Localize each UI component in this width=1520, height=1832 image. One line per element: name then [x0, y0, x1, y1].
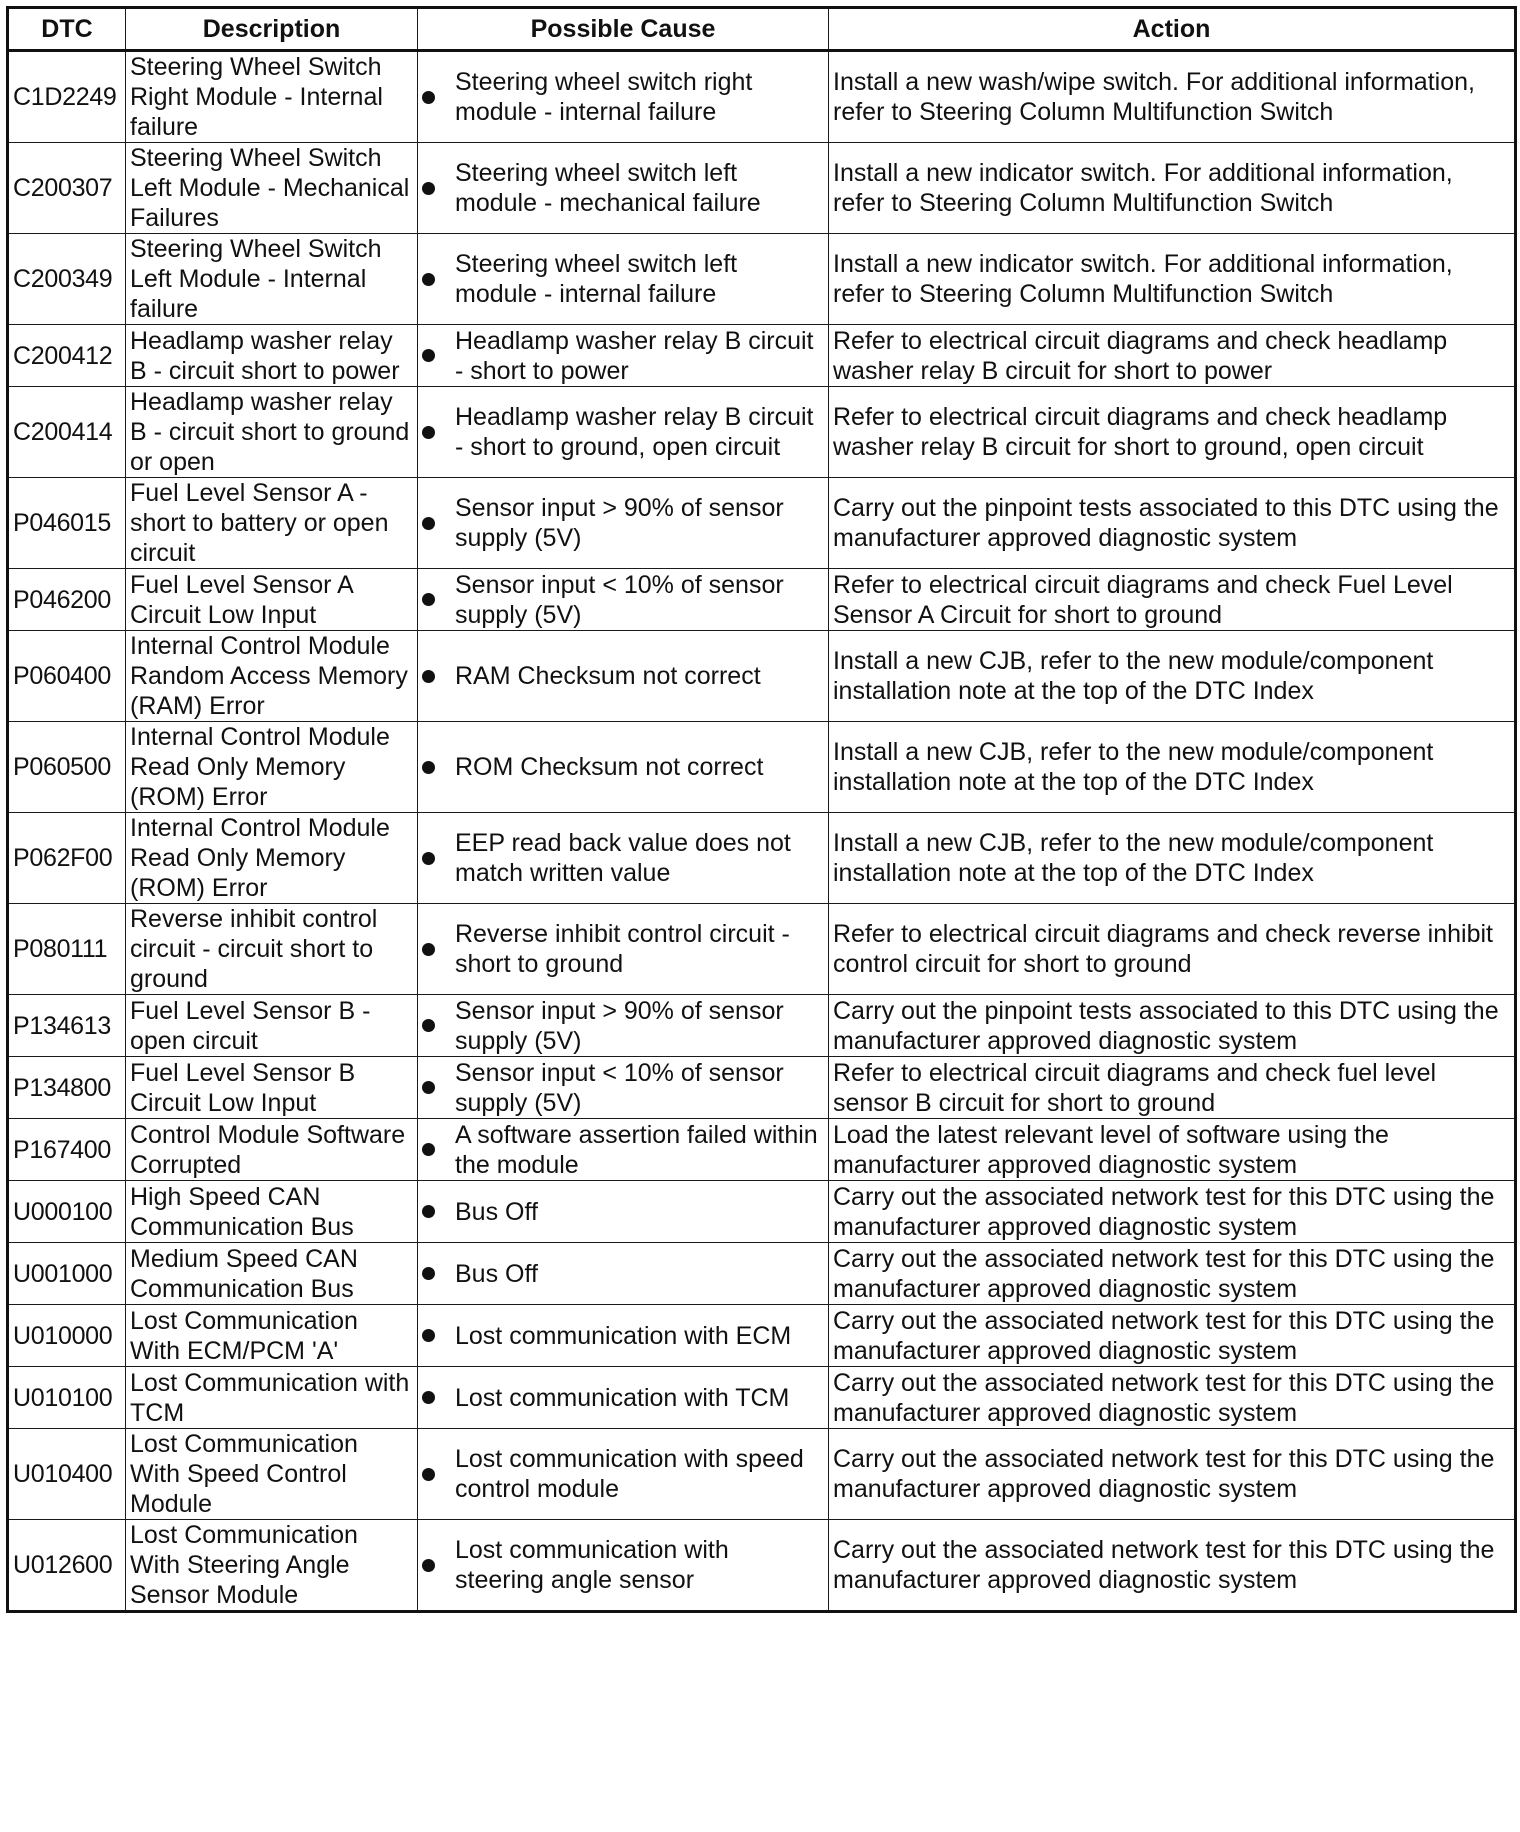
possible-cause-cell	[418, 631, 829, 722]
possible-cause-cell	[418, 1243, 829, 1305]
possible-cause: Lost communication with steering angle sensor	[455, 1536, 729, 1594]
dtc-description: Lost Communication With Steering Angle Sensor Module	[126, 1520, 418, 1612]
bullet-icon	[422, 426, 435, 439]
table-row	[8, 1243, 1516, 1305]
bullet-icon	[422, 761, 435, 774]
table-row	[8, 1119, 1516, 1181]
possible-cause-cell	[418, 722, 829, 813]
dtc-code: U010100	[8, 1367, 126, 1429]
possible-cause: Sensor input < 10% of sensor supply (5V)	[455, 570, 784, 629]
table-row	[8, 1057, 1516, 1119]
table-row	[8, 631, 1516, 722]
possible-cause: Sensor input > 90% of sensor supply (5V)	[455, 996, 784, 1055]
dtc-code: U010400	[8, 1429, 126, 1520]
possible-cause-cell	[418, 51, 829, 143]
possible-cause: Lost communication with speed control module	[455, 1445, 804, 1503]
table-row	[8, 1181, 1516, 1243]
dtc-description: Control Module Software Corrupted	[126, 1119, 418, 1181]
possible-cause: Bus Off	[455, 1259, 538, 1288]
possible-cause-cell	[418, 813, 829, 904]
possible-cause-cell	[418, 569, 829, 631]
possible-cause: Sensor input > 90% of sensor supply (5V)	[455, 494, 784, 552]
possible-cause-cell	[418, 1367, 829, 1429]
possible-cause-cell	[418, 478, 829, 569]
possible-cause-cell	[418, 995, 829, 1057]
dtc-description: Reverse inhibit control circuit - circuit short to ground	[126, 904, 418, 995]
possible-cause: Lost communication with ECM	[455, 1321, 792, 1350]
dtc-code: P134800	[8, 1057, 126, 1119]
dtc-code: P062F00	[8, 813, 126, 904]
dtc-description: Steering Wheel Switch Left Module - Internal failure	[126, 234, 418, 325]
bullet-icon	[422, 1081, 435, 1094]
dtc-action: Refer to electrical circuit diagrams and check fuel level sensor B circuit for short to ground	[829, 1057, 1516, 1119]
possible-cause: Headlamp washer relay B circuit - short to power	[455, 326, 814, 385]
possible-cause: RAM Checksum not correct	[455, 662, 761, 690]
dtc-action: Refer to electrical circuit diagrams and check headlamp washer relay B circuit for short to ground, open circuit	[829, 387, 1516, 478]
dtc-code: C200349	[8, 234, 126, 325]
dtc-document	[6, 6, 1517, 1613]
dtc-description: Fuel Level Sensor B - open circuit	[126, 995, 418, 1057]
dtc-description: Medium Speed CAN Communication Bus	[126, 1243, 418, 1305]
dtc-description: Steering Wheel Switch Left Module - Mechanical Failures	[126, 143, 418, 234]
possible-cause-cell	[418, 904, 829, 995]
table-row	[8, 234, 1516, 325]
bullet-icon	[422, 1019, 435, 1032]
possible-cause-cell	[418, 1119, 829, 1181]
dtc-description: Fuel Level Sensor B Circuit Low Input	[126, 1057, 418, 1119]
dtc-code: P080111	[8, 904, 126, 995]
table-row	[8, 325, 1516, 387]
possible-cause: Steering wheel switch left module - internal failure	[455, 250, 738, 308]
table-row	[8, 722, 1516, 813]
dtc-action: Install a new indicator switch. For additional information, refer to Steering Column Multifunction Switch	[829, 143, 1516, 234]
dtc-action: Carry out the pinpoint tests associated to this DTC using the manufacturer approved diagnostic system	[829, 995, 1516, 1057]
dtc-action: Carry out the associated network test for this DTC using the manufacturer approved diagnostic system	[829, 1181, 1516, 1243]
dtc-action: Install a new CJB, refer to the new module/component installation note at the top of the DTC Index	[829, 722, 1516, 813]
dtc-action: Carry out the pinpoint tests associated to this DTC using the manufacturer approved diagnostic system	[829, 478, 1516, 569]
possible-cause: Lost communication with TCM	[455, 1383, 790, 1412]
header-dtc: DTC	[8, 8, 126, 51]
dtc-description: Lost Communication with TCM	[126, 1367, 418, 1429]
header-row	[8, 8, 1516, 51]
bullet-icon	[422, 1267, 435, 1280]
bullet-icon	[422, 1559, 435, 1572]
possible-cause: Bus Off	[455, 1197, 538, 1226]
dtc-description: Internal Control Module Read Only Memory (ROM) Error	[126, 813, 418, 904]
dtc-action: Carry out the associated network test for this DTC using the manufacturer approved diagnostic system	[829, 1243, 1516, 1305]
dtc-action: Carry out the associated network test for this DTC using the manufacturer approved diagnostic system	[829, 1305, 1516, 1367]
header-description: Description	[126, 8, 418, 51]
possible-cause-cell	[418, 234, 829, 325]
possible-cause-cell	[418, 1429, 829, 1520]
bullet-icon	[422, 1468, 435, 1481]
possible-cause: Steering wheel switch right module - internal failure	[455, 68, 753, 126]
table-row	[8, 1305, 1516, 1367]
dtc-code: P134613	[8, 995, 126, 1057]
possible-cause-cell	[418, 1057, 829, 1119]
dtc-description: Fuel Level Sensor A - short to battery or open circuit	[126, 478, 418, 569]
dtc-description: High Speed CAN Communication Bus	[126, 1181, 418, 1243]
dtc-action: Load the latest relevant level of software using the manufacturer approved diagnostic system	[829, 1119, 1516, 1181]
table-row	[8, 387, 1516, 478]
dtc-description: Lost Communication With Speed Control Module	[126, 1429, 418, 1520]
bullet-icon	[422, 943, 435, 956]
dtc-description: Steering Wheel Switch Right Module - Internal failure	[126, 51, 418, 143]
bullet-icon	[422, 517, 435, 530]
dtc-action: Refer to electrical circuit diagrams and check headlamp washer relay B circuit for short to power	[829, 325, 1516, 387]
dtc-code: U001000	[8, 1243, 126, 1305]
possible-cause: EEP read back value does not match written value	[455, 829, 791, 887]
bullet-icon	[422, 1391, 435, 1404]
possible-cause-cell	[418, 1181, 829, 1243]
dtc-code: C200414	[8, 387, 126, 478]
bullet-icon	[422, 349, 435, 362]
table-body	[8, 51, 1516, 1612]
dtc-action: Carry out the associated network test for this DTC using the manufacturer approved diagnostic system	[829, 1429, 1516, 1520]
bullet-icon	[422, 273, 435, 286]
dtc-action: Refer to electrical circuit diagrams and check Fuel Level Sensor A Circuit for short to ground	[829, 569, 1516, 631]
dtc-code: C1D2249	[8, 51, 126, 143]
dtc-code: U012600	[8, 1520, 126, 1612]
dtc-description: Internal Control Module Read Only Memory (ROM) Error	[126, 722, 418, 813]
bullet-icon	[422, 1329, 435, 1342]
dtc-description: Headlamp washer relay B - circuit short to power	[126, 325, 418, 387]
bullet-icon	[422, 593, 435, 606]
table-row	[8, 1429, 1516, 1520]
dtc-description: Internal Control Module Random Access Memory (RAM) Error	[126, 631, 418, 722]
dtc-action: Install a new CJB, refer to the new module/component installation note at the top of the DTC Index	[829, 813, 1516, 904]
dtc-description: Lost Communication With ECM/PCM 'A'	[126, 1305, 418, 1367]
possible-cause: A software assertion failed within the module	[455, 1120, 818, 1179]
possible-cause-cell	[418, 1520, 829, 1612]
possible-cause-cell	[418, 143, 829, 234]
possible-cause: ROM Checksum not correct	[455, 753, 764, 781]
possible-cause: Steering wheel switch left module - mechanical failure	[455, 159, 761, 217]
possible-cause: Headlamp washer relay B circuit - short to ground, open circuit	[455, 403, 814, 461]
possible-cause: Reverse inhibit control circuit - short to ground	[455, 920, 790, 978]
header-possible-cause: Possible Cause	[418, 8, 829, 51]
dtc-code: P046015	[8, 478, 126, 569]
dtc-code: C200412	[8, 325, 126, 387]
table-row	[8, 51, 1516, 143]
table-row	[8, 813, 1516, 904]
possible-cause-cell	[418, 1305, 829, 1367]
dtc-code: P060500	[8, 722, 126, 813]
table-row	[8, 995, 1516, 1057]
dtc-code: U010000	[8, 1305, 126, 1367]
dtc-description: Fuel Level Sensor A Circuit Low Input	[126, 569, 418, 631]
dtc-code: P060400	[8, 631, 126, 722]
bullet-icon	[422, 1143, 435, 1156]
dtc-action: Carry out the associated network test for this DTC using the manufacturer approved diagnostic system	[829, 1367, 1516, 1429]
dtc-description: Headlamp washer relay B - circuit short to ground or open	[126, 387, 418, 478]
dtc-action: Install a new CJB, refer to the new module/component installation note at the top of the DTC Index	[829, 631, 1516, 722]
table-row	[8, 904, 1516, 995]
dtc-code: P167400	[8, 1119, 126, 1181]
bullet-icon	[422, 1205, 435, 1218]
table-row	[8, 143, 1516, 234]
dtc-code: C200307	[8, 143, 126, 234]
dtc-action: Install a new indicator switch. For additional information, refer to Steering Column Multifunction Switch	[829, 234, 1516, 325]
bullet-icon	[422, 91, 435, 104]
bullet-icon	[422, 182, 435, 195]
table-header	[8, 8, 1516, 51]
possible-cause: Sensor input < 10% of sensor supply (5V)	[455, 1058, 784, 1117]
table-row	[8, 478, 1516, 569]
dtc-table	[6, 6, 1517, 1613]
bullet-icon	[422, 852, 435, 865]
possible-cause-cell	[418, 387, 829, 478]
dtc-action: Refer to electrical circuit diagrams and check reverse inhibit control circuit for short to ground	[829, 904, 1516, 995]
table-row	[8, 1520, 1516, 1612]
bullet-icon	[422, 670, 435, 683]
dtc-code: P046200	[8, 569, 126, 631]
possible-cause-cell	[418, 325, 829, 387]
dtc-action: Carry out the associated network test for this DTC using the manufacturer approved diagnostic system	[829, 1520, 1516, 1612]
table-row	[8, 1367, 1516, 1429]
dtc-action: Install a new wash/wipe switch. For additional information, refer to Steering Column Multifunction Switch	[829, 51, 1516, 143]
header-action: Action	[829, 8, 1516, 51]
dtc-code: U000100	[8, 1181, 126, 1243]
table-row	[8, 569, 1516, 631]
